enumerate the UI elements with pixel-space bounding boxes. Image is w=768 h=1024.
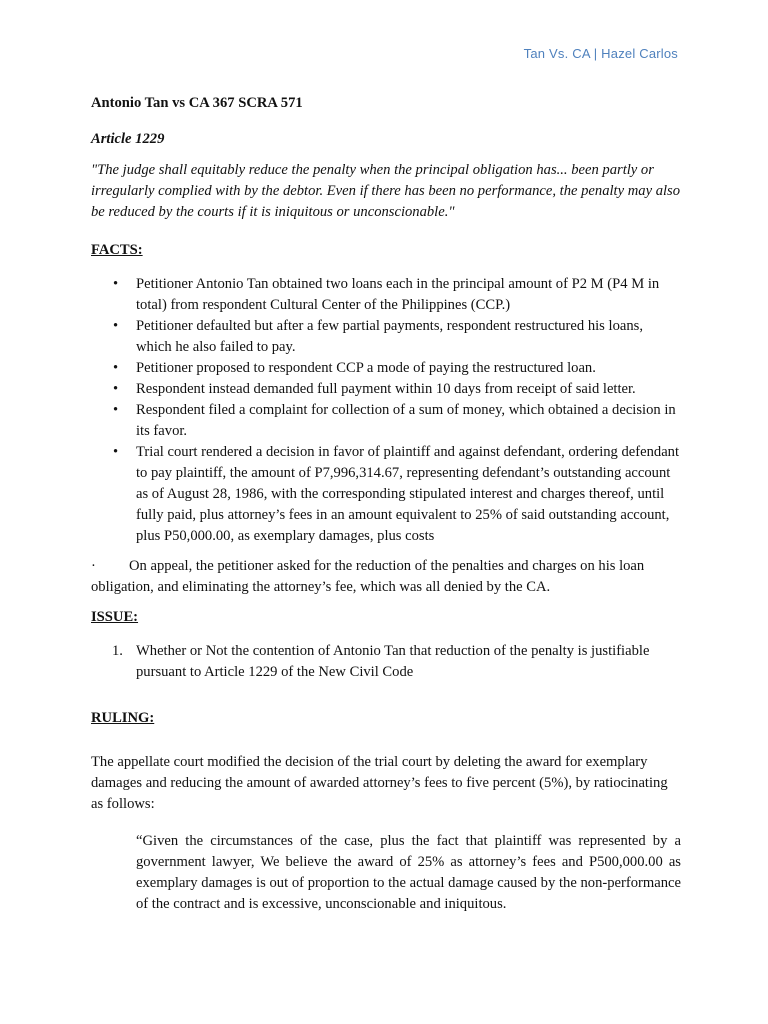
issue-number: 1. (112, 643, 123, 659)
case-title: Antonio Tan vs CA 367 SCRA 571 (91, 95, 303, 111)
fact-item: • Petitioner Antonio Tan obtained two loans each in the principal amount of P2 M (P4 M in total) from respondent Cultural Center of the Philippines (CCP.) (136, 274, 681, 316)
appeal-text: On appeal, the petitioner asked for the reduction of the penalties and charges on his loan obligation, and eliminating the attorney’s fee, which was all denied by the CA. (91, 558, 645, 595)
article-label: Article 1229 (91, 131, 165, 147)
appeal-bullet: · (91, 558, 96, 574)
issue-heading: ISSUE: (91, 609, 139, 625)
issue-item (112, 641, 681, 683)
fact-item: • Respondent filed a complaint for collection of a sum of money, which obtained a decision in its favor. (136, 400, 681, 442)
fact-item: • Petitioner defaulted but after a few partial payments, respondent restructured his loans, which he also failed to pay. (136, 316, 681, 358)
fact-item: • Trial court rendered a decision in favor of plaintiff and against defendant, ordering defendant to pay plaintiff, the amount of P7,996,314.67, representing defendant’s outstanding account as of August 28, 1986, with the corresponding stipulated interest and charges thereof, until fully paid, plus attorney’s fees in an amount equivalent to 25% of said outstanding account, plus P50,000.00, as exemplary damages, plus costs (136, 442, 681, 547)
facts-list (91, 274, 681, 547)
facts-heading: FACTS: (91, 242, 143, 258)
issue-text: Whether or Not the contention of Antonio Tan that reduction of the penalty is justifiable pursuant to Article 1229 of the New Civil Code (136, 643, 650, 680)
document-body (91, 93, 681, 915)
fact-item: • Petitioner proposed to respondent CCP a mode of paying the restructured loan. (136, 358, 681, 379)
issues-list (91, 641, 681, 683)
page-header: Tan Vs. CA | Hazel Carlos (523, 46, 678, 61)
appeal-paragraph (91, 556, 681, 598)
fact-item: • Respondent instead demanded full payment within 10 days from receipt of said letter. (136, 379, 681, 400)
ruling-quote: “Given the circumstances of the case, plus the fact that plaintiff was represented by a government lawyer, We believe the award of 25% as attorney’s fees and P500,000.00 as exemplary damages is out of proportion to the actual damage caused by the non-performance of the contract and is excessive, unconscionable and iniquitous. (136, 833, 681, 912)
ruling-heading: RULING: (91, 710, 155, 726)
article-quote: "The judge shall equitably reduce the penalty when the principal obligation has... been partly or irregularly complied with by the debtor. Even if there has been no performance, the penalty may also be reduced by the courts if it is iniquitous or unconscionable." (91, 162, 681, 220)
ruling-paragraph: The appellate court modified the decision of the trial court by deleting the award for exemplary damages and reducing the amount of awarded attorney’s fees to five percent (5%), by ratiocinating as follows: (91, 754, 668, 812)
